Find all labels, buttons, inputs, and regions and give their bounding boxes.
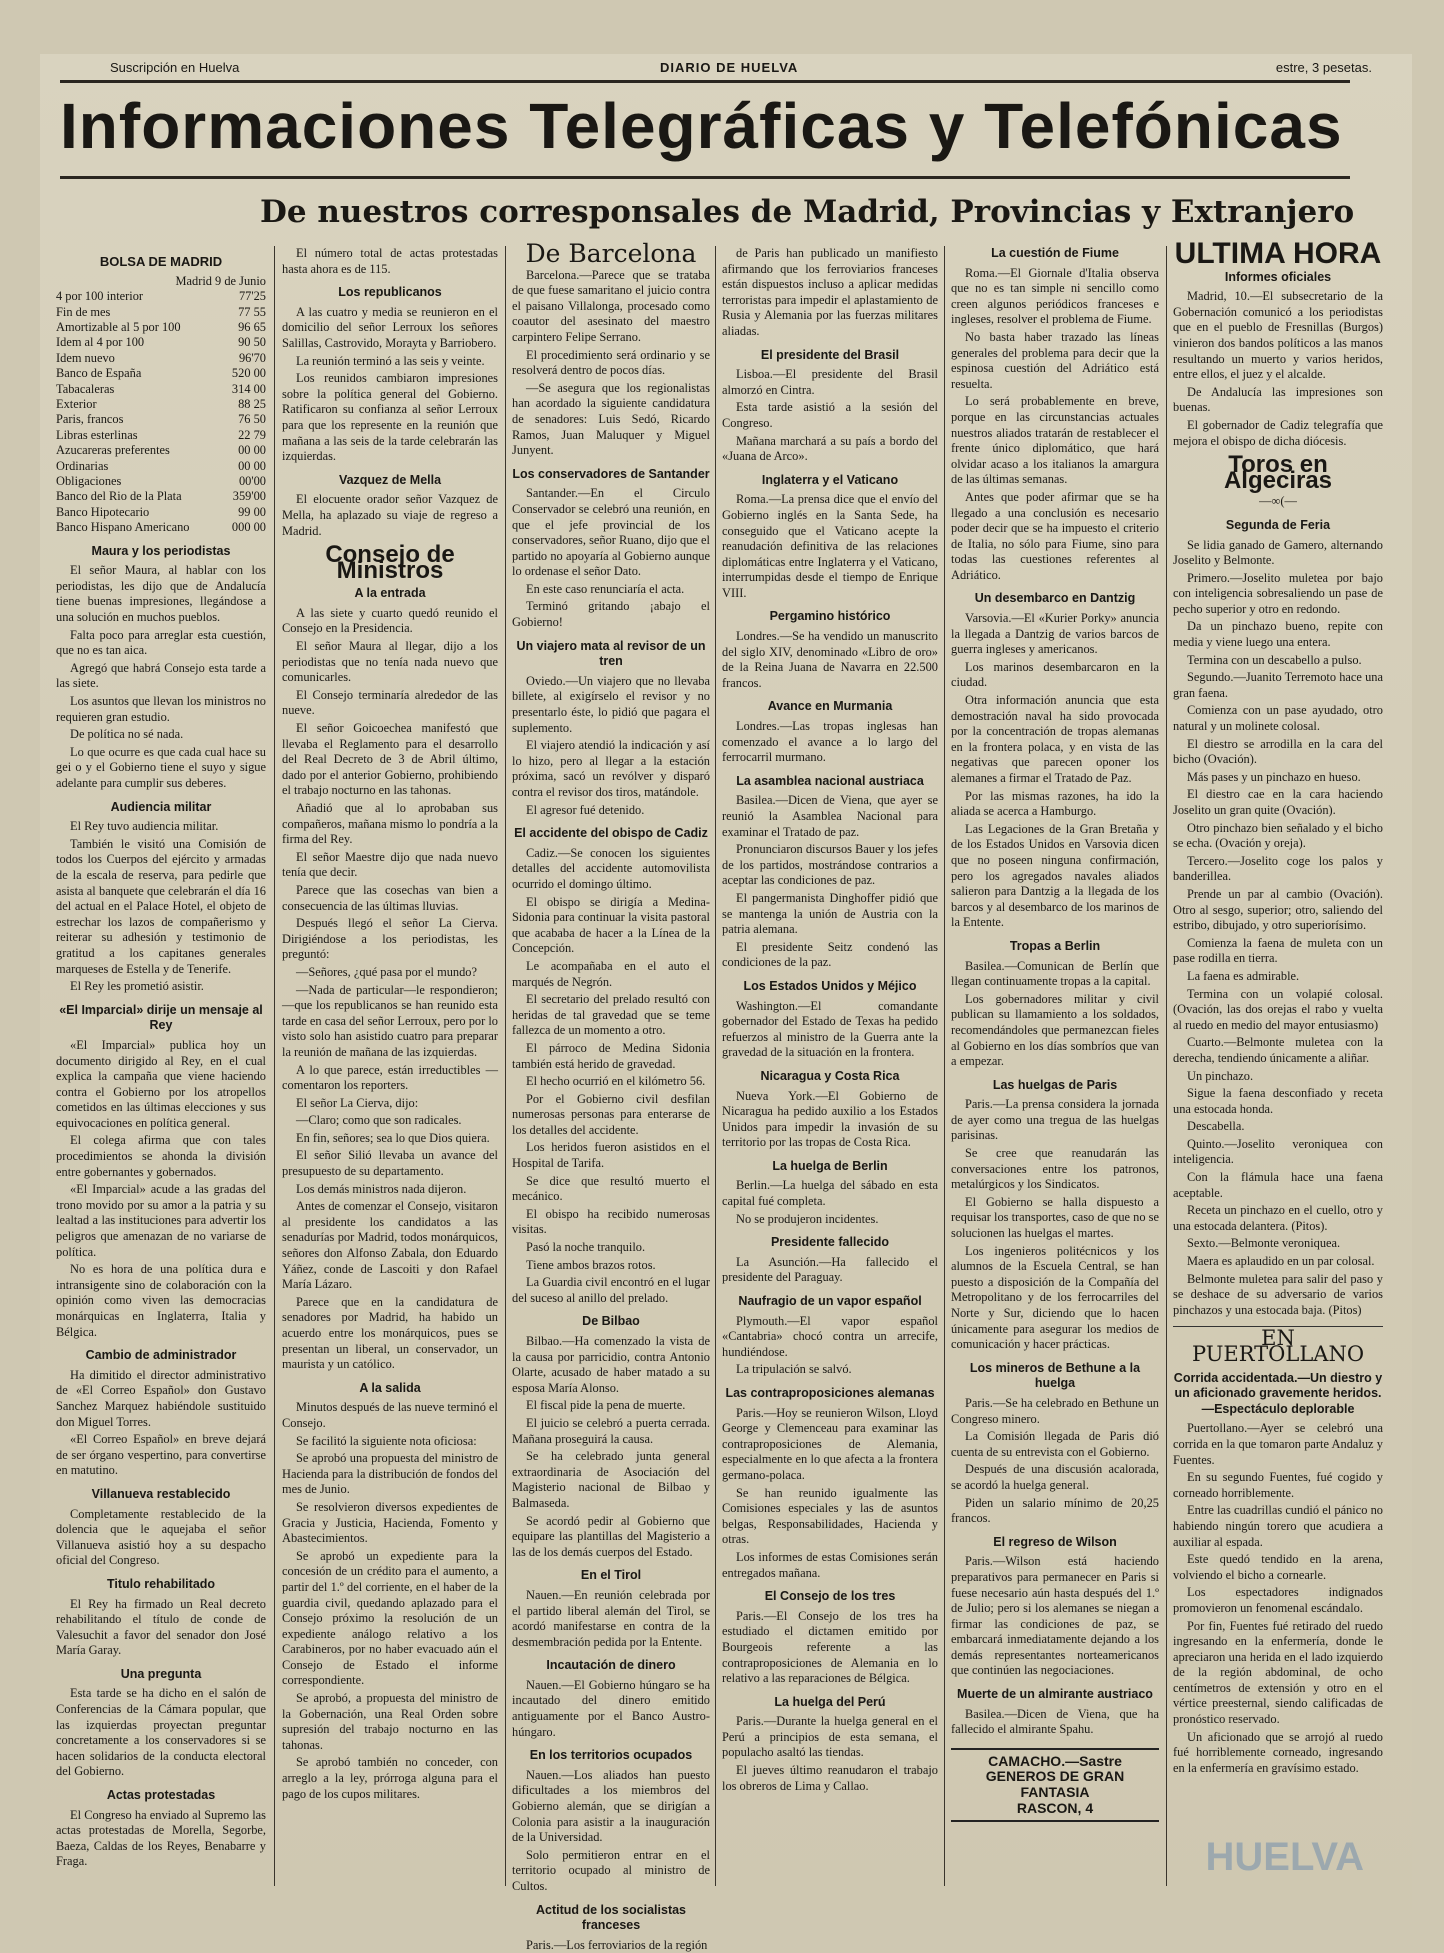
- paragraph: El Gobierno se halla dispuesto a requisar los transportes, caso de que no se solucionen las huelgas el martes.: [951, 1194, 1159, 1241]
- headline: La asamblea nacional austriaca: [736, 773, 924, 788]
- headline: Pergamino histórico: [769, 609, 891, 624]
- paragraph: Cuarto.—Belmonte muletea con la derecha, tendiendo únicamente a aliñar.: [1173, 1035, 1383, 1065]
- paragraph: Los asuntos que llevan los ministros no requieren gran estudio.: [56, 694, 266, 724]
- paragraph: Los espectadores indignados promovieron un fenomenal escándalo.: [1173, 1585, 1383, 1615]
- stock-value: 000 00: [231, 520, 266, 535]
- stock-name: Obligaciones: [56, 474, 122, 489]
- paragraph: Un aficionado que se arrojó al ruedo fué horriblemente corneado, ingresando en la enfermería en gravísimo estado.: [1173, 1729, 1383, 1775]
- paragraph: Plymouth.—El vapor español «Cantabria» chocó contra un arrecife, hundiéndose.: [722, 1313, 938, 1359]
- section-headline: Consejo de Ministros: [325, 541, 455, 584]
- paragraph: El hecho ocurrió en el kilómetro 56.: [526, 1074, 706, 1089]
- ad-line: CAMACHO.—Sastre: [988, 1752, 1122, 1769]
- paragraph: Añadió que al lo aprobaban sus compañeros, mañana mismo lo pondría a la firma del Rey.: [282, 801, 498, 847]
- paragraph: La Asunción.—Ha fallecido el presidente del Paraguay.: [722, 1254, 938, 1285]
- paragraph: Se aprobó una propuesta del ministro de Hacienda para la distribución de fondos del mes de Junio.: [282, 1451, 498, 1497]
- paragraph: Se aprobó también no conceder, con arreglo a la ley, prórroga alguna para el pago de los cupos militares.: [282, 1755, 498, 1801]
- bolsa-date: Madrid 9 de Junio: [175, 273, 266, 288]
- headline: La cuestión de Fiume: [991, 246, 1119, 260]
- paragraph: El diestro se arrodilla en la cara del bicho (Ovación).: [1173, 736, 1383, 767]
- stock-name: Fin de mes: [56, 304, 111, 319]
- paragraph: «El Imparcial» acude a las gradas del trono movido por su amor a la patria y su lealtad a las instituciones para advertir los peligros que amenazan de no variarse de política.: [56, 1182, 266, 1259]
- stock-value: 22 79: [238, 427, 266, 442]
- paragraph: El secretario del prelado resultó con heridas de tal gravedad que se teme fallezca de un momento a otro.: [512, 992, 710, 1038]
- headline: La huelga de Berlin: [772, 1158, 888, 1173]
- column-divider: [715, 246, 716, 1886]
- paragraph: Lisboa.—El presidente del Brasil almorzó en Cintra.: [722, 367, 938, 397]
- paragraph: Los gobernadores militar y civil publican su llamamiento a los soldados, recomendándoles que permanezcan fieles al Gobierno en los días sombríos que van a empezar.: [951, 991, 1159, 1069]
- stock-value: 77'25: [238, 289, 266, 304]
- paragraph: Pronunciaron discursos Bauer y los jefes de los partidos, mostrándose contrarios a aceptar las condiciones de paz.: [722, 842, 938, 888]
- masthead-title: Informaciones Telegráficas y Telefónicas: [60, 90, 1343, 162]
- section-headline: Toros en Algeciras: [1223, 451, 1333, 494]
- paragraph: Maera es aplaudido en un par colosal.: [1187, 1254, 1375, 1269]
- stock-value: 520 00: [231, 366, 266, 381]
- headline: Presidente fallecido: [770, 1235, 890, 1250]
- stock-name: Libras esterlinas: [56, 427, 138, 442]
- paragraph: Nauen.—En reunión celebrada por el partido liberal alemán del Tirol, se acordó manifestarse en contra de la desmembración pedida por la Entente.: [512, 1587, 710, 1649]
- bolsa-table: [56, 289, 266, 536]
- headline: Inglaterra y el Vaticano: [761, 472, 899, 487]
- paragraph: Londres.—Se ha vendido un manuscrito del siglo XIV, denominado «Libro de oro» de la Reina Juana de Navarra en 22.500 francos.: [722, 629, 938, 690]
- paragraph: Otro pinchazo bien señalado y el bicho se echa. (Ovación y oreja).: [1173, 820, 1383, 851]
- newspaper-name: DIARIO DE HUELVA: [660, 60, 799, 75]
- stock-row: [56, 505, 266, 520]
- headline: Segunda de Feria: [1225, 517, 1331, 532]
- column-6: [1173, 237, 1383, 1896]
- column-5: [951, 246, 1159, 1896]
- paragraph: «El Correo Español» en breve dejará de ser órgano vespertino, para convertirse en matutino.: [56, 1432, 266, 1478]
- paragraph: La faena es admirable.: [1187, 968, 1300, 983]
- paragraph: El presidente Seitz condenó las condiciones de la paz.: [722, 939, 938, 970]
- paragraph: El juicio se celebró a puerta cerrada. Mañana proseguirá la causa.: [512, 1415, 710, 1446]
- paragraph: —Se asegura que los regionalistas han acordado la siguiente candidatura de senadores: Luis Sedó, Ricardo Ramos, Juan Maluquer y Miguel Junyent.: [512, 380, 710, 458]
- stock-name: 4 por 100 interior: [56, 289, 144, 304]
- paragraph: El señor Goicoechea manifestó que llevaba el Reglamento para el desarrollo del Real Decreto de 3 de Abril último, dado por el anterior Gobierno, prohibiendo el trabajo nocturno en las tahonas.: [282, 721, 498, 798]
- paragraph: El jueves último reanudaron el trabajo los obreros de Lima y Callao.: [722, 1763, 938, 1793]
- headline: Los republicanos: [338, 285, 442, 300]
- column-divider: [944, 246, 945, 1886]
- column-4: [722, 246, 938, 1896]
- paragraph: A las siete y cuarto quedó reunido el Consejo en la Presidencia.: [282, 605, 498, 636]
- stock-row: [56, 412, 266, 427]
- paragraph: Antes que poder afirmar que se ha llegado a una conclusión es necesario poder decir que se ha impuesto el criterio de Italia, no sólo para Fiume, sino para todas las cuestiones referentes al Adriático.: [951, 489, 1159, 582]
- paragraph: Un pinchazo.: [1187, 1068, 1254, 1083]
- paragraph: Primero.—Joselito muletea por bajo con inteligencia sobresaliendo un pase de pecho superior y otro en redondo.: [1173, 570, 1383, 616]
- paragraph: El viajero atendió la indicación y así lo hizo, pero al llegar a la estación próxima, sacó un revólver y disparó contra el revisor dos tiros, matándole.: [512, 738, 710, 799]
- paragraph: Paris.—Hoy se reunieron Wilson, Lloyd George y Clemenceau para examinar las contraproposiciones de Alemania, especialmente en lo que afecta a la frontera germano-polaca.: [722, 1405, 938, 1482]
- paragraph: El colega afirma que con tales procedimientos se ahonda la división entre gobernantes y gobernados.: [56, 1133, 266, 1179]
- headline: «El Imparcial» dirije un mensaje al Rey: [59, 1002, 263, 1033]
- stock-name: Ordinarias: [56, 458, 109, 473]
- stock-name: Tabacaleras: [56, 381, 115, 396]
- stock-name: Banco Hispano Americano: [56, 520, 190, 535]
- paragraph: Se resolvieron diversos expedientes de Gracia y Justicia, Hacienda, Fomento y Abastecimientos.: [282, 1499, 498, 1546]
- paragraph: Basilea.—Dicen de Viena, que ayer se reunió la Asamblea Nacional para examinar el Tratado de paz.: [722, 793, 938, 839]
- paragraph: Por el Gobierno civil desfilan numerosas personas para enterarse de los detalles del accidente.: [512, 1091, 710, 1137]
- paragraph: Puertollano.—Ayer se celebró una corrida en la que tomaron parte Andaluz y Fuentes.: [1173, 1421, 1383, 1467]
- column-divider: [1166, 246, 1167, 1886]
- section-headline: EN PUERTOLLANO: [1173, 1326, 1383, 1362]
- paragraph: El pangermanista Dinghoffer pidió que se mantenga la unión de Austria con la patria alemana.: [722, 890, 938, 937]
- section-subtitle: De nuestros corresponsales de Madrid, Provincias y Extranjero: [260, 194, 1355, 230]
- paragraph: Mañana marchará a su país a bordo del «Juana de Arco».: [722, 433, 938, 464]
- stock-name: Banco de España: [56, 366, 142, 381]
- paragraph: —Claro; como que son radicales.: [296, 1113, 462, 1128]
- stock-value: 96'70: [238, 350, 266, 365]
- paragraph: Madrid, 10.—El subsecretario de la Gobernación comunicó a los periodistas que en el pueblo de Fresnillas (Burgos) vinieron dos bandos políticos a las manos resultando un muerto y varios heridos, entre ellos, el juez y el alcalde.: [1173, 289, 1383, 382]
- headline: Un desembarco en Dantzig: [974, 591, 1136, 606]
- headline: A la entrada: [354, 586, 426, 601]
- paragraph: No es hora de una política dura e intransigente sino de colaboración con la opinión como viven las democracias monárquicas en Inglaterra, Italia y Bélgica.: [56, 1262, 266, 1339]
- paragraph: Las Legaciones de la Gran Bretaña y de los Estados Unidos en Varsovia dicen que no poseen ninguna confirmación, pero los agregados navales aliados salieron para Dantzig a la llegada de los barcos y al desembarco de los marinos de la Entente.: [951, 821, 1159, 930]
- stock-row: [56, 289, 266, 304]
- paragraph: El Consejo terminaría alrededor de las nueve.: [282, 687, 498, 718]
- paragraph: Tiene ambos brazos rotos.: [526, 1257, 656, 1272]
- stock-row: [56, 489, 266, 504]
- paragraph: Santander.—En el Circulo Conservador se celebró una reunión, en que el jefe provincial de los conservadores, señor Ruano, dijo que el partido no apoyaría al Gobierno aunque lo ordenase el señor Dato.: [512, 486, 710, 579]
- paragraph: Parece que en la candidatura de senadores por Madrid, ha habido un acuerdo entre los monárquicos, pues se presentan un liberal, un conservador, un maurista y un católico.: [282, 1294, 498, 1372]
- stock-name: Banco del Rio de la Plata: [56, 489, 182, 504]
- paragraph: El señor Maestre dijo que nada nuevo tenía que decir.: [282, 849, 498, 880]
- stock-row: [56, 428, 266, 443]
- stock-value: 00 00: [238, 443, 266, 458]
- headline: En los territorios ocupados: [529, 1748, 693, 1763]
- paragraph: Los reunidos cambiaron impresiones sobre la política general del Gobierno. Ratificaron su confianza al señor Lerroux para que los represente en la reunión que mañana a las seis de la tarde celebrarán las izquierdas.: [282, 371, 498, 464]
- paragraph: Parece que las cosechas van bien a consecuencia de las últimas lluvias.: [282, 882, 498, 913]
- paragraph: de Paris han publicado un manifiesto afirmando que los ferroviarios franceses están dispuestos incluso a aplicar medidas terroristas para impedir el aplastamiento de Rusia y Alemania por las fuerzas militares aliadas.: [722, 246, 938, 338]
- paragraph: Esta tarde se ha dicho en el salón de Conferencias de la Cámara popular, que las izquierdas proyectan preguntar concretamente a los conservadores si se hacen solidarios de la conducta electoral del Gobierno.: [56, 1686, 266, 1779]
- paragraph: Quinto.—Joselito veroniquea con inteligencia.: [1173, 1136, 1383, 1167]
- paragraph: Cadiz.—Se conocen los siguientes detalles del accidente automovilista ocurrido el domingo último.: [512, 845, 710, 891]
- paragraph: Comienza con un pase ayudado, otro natural y un molinete colosal.: [1173, 703, 1383, 734]
- stock-value: 359'00: [232, 489, 266, 504]
- masthead-rule: [60, 176, 1350, 179]
- paragraph: El señor Maura, al hablar con los periodistas, les dijo que de Andalucía tiene buenas impresiones, llegándose a una solución en muchos pueblos.: [56, 563, 266, 625]
- paragraph: Segundo.—Juanito Terremoto hace una gran faena.: [1173, 670, 1383, 700]
- stock-name: Azucareras preferentes: [56, 443, 170, 458]
- paragraph: De Andalucía las impresiones son buenas.: [1173, 384, 1383, 415]
- paragraph: Los informes de estas Comisiones serán entregados mañana.: [722, 1549, 938, 1580]
- paragraph: Le acompañaba en el auto el marqués de Negrón.: [512, 958, 710, 989]
- paragraph: Por fin, Fuentes fué retirado del ruedo ingresando en la enfermería, donde le apreciaron una herida en el lado izquierdo de la región abdominal, de ocho centímetros de extensión y otro en el vértice preesternal, siendo calificadas de pronóstico reservado.: [1173, 1618, 1383, 1727]
- stock-value: 90 50: [238, 335, 266, 350]
- paragraph: El número total de actas protestadas hasta ahora es de 115.: [282, 246, 498, 276]
- headline: Maura y los periodistas: [91, 543, 231, 558]
- stock-value: 314 00: [231, 381, 266, 396]
- paragraph: —Señores, ¿qué pasa por el mundo?: [296, 964, 477, 979]
- paragraph: En fin, señores; sea lo que Dios quiera.: [296, 1130, 490, 1145]
- stock-row: [56, 443, 266, 458]
- headline: Incautación de dinero: [546, 1658, 676, 1673]
- top-rule: [60, 80, 1350, 83]
- stock-row: [56, 320, 266, 335]
- paragraph: Se facilitó la siguiente nota oficiosa:: [296, 1433, 477, 1448]
- paragraph: Belmonte muletea para salir del paso y se deshace de su adversario de varios pinchazos y una estocada baja. (Pitos): [1173, 1271, 1383, 1317]
- stock-value: 96 65: [238, 320, 266, 334]
- paragraph: El obispo ha recibido numerosas visitas.: [512, 1206, 710, 1237]
- paragraph: Por las mismas razones, ha ido la aliada se acerca a Hamburgo.: [951, 788, 1159, 819]
- headline: Actas protestadas: [106, 1788, 216, 1803]
- price-note: estre, 3 pesetas.: [1275, 60, 1372, 75]
- stock-value: 77 55: [238, 304, 266, 319]
- paragraph: Se dice que resultó muerto el mecánico.: [512, 1173, 710, 1204]
- paragraph: Lo será probablemente en breve, porque en las circunstancias actuales nuestros aliados tratarán de restablecer el frente único diplomático, que hará olvidar acaso a los italianos la amargura de las últimas semanas.: [951, 394, 1159, 487]
- paragraph: Nauen.—El Gobierno húngaro se ha incautado del dinero emitido antiguamente por el Banco Austro-húngaro.: [512, 1677, 710, 1739]
- headline: Vazquez de Mella: [338, 472, 442, 487]
- paragraph: Ha dimitido el director administrativo de «El Correo Español» don Gustavo Sanchez Marquez habiéndole sustituido don Miguel Torres.: [56, 1367, 266, 1429]
- paragraph: Antes de comenzar el Consejo, visitaron al presidente los candidatos a las senadurías por Madrid, todos monárquicos, señores don Alfonso Zabala, don Eduardo Yáñez, conde de Lascoiti y don Rafael María Lázaro.: [282, 1199, 498, 1292]
- paragraph: Falta poco para arreglar esta cuestión, que no es tan aica.: [56, 627, 266, 658]
- paragraph: El fiscal pide la pena de muerte.: [526, 1398, 686, 1413]
- headline: El accidente del obispo de Cadiz: [514, 826, 708, 841]
- column-divider: [505, 246, 506, 1886]
- paragraph: El obispo se dirigía a Medina-Sidonia para continuar la visita pastoral que acababa de hacer a la Línea de la Concepción.: [512, 894, 710, 956]
- paragraph: Después de una discusión acalorada, se acordó la huelga general.: [951, 1462, 1159, 1492]
- paragraph: En su segundo Fuentes, fué cogido y corneado horriblemente.: [1173, 1470, 1383, 1500]
- headline: Los conservadores de Santander: [512, 466, 710, 481]
- paragraph: Más pases y un pinchazo en hueso.: [1187, 769, 1361, 784]
- ad-line: RASCON, 4: [1016, 1799, 1094, 1816]
- subscription-note: Suscripción en Huelva: [110, 60, 240, 75]
- stock-row: [56, 305, 266, 320]
- paragraph: El Rey ha firmado un Real decreto rehabilitando el título de conde de Valesuchit a favor del senador don José María Garay.: [56, 1596, 266, 1658]
- stock-name: Idem nuevo: [56, 350, 115, 365]
- column-3: [512, 239, 710, 1952]
- paragraph: El diestro cae en la cara haciendo Joselito un gran quite (Ovación).: [1173, 787, 1383, 817]
- paragraph: La tripulación se salvó.: [736, 1362, 852, 1377]
- paragraph: Pasó la noche tranquilo.: [526, 1240, 646, 1255]
- paragraph: Lo que ocurre es que cada cual hace su gei o y el Gobierno tiene el suyo y sigue adelante para cumplir sus deberes.: [56, 744, 266, 790]
- headline: Las contraproposiciones alemanas: [725, 1386, 935, 1400]
- headline: De Bilbao: [582, 1314, 640, 1329]
- paragraph: Roma.—La prensa dice que el envío del Gobierno inglés en la Santa Sede, ha conseguido que el Vaticano acepte la reanudación definitiva de las relaciones diplomáticas entre Inglaterra y el Vaticano, interrumpidas desde el tiempo de Enrique VIII.: [722, 492, 938, 600]
- paragraph: El procedimiento será ordinario y se resolverá dentro de pocos días.: [512, 347, 710, 378]
- paragraph: Después llegó el señor La Cierva. Dirigiéndose a los periodistas, les preguntó:: [282, 916, 498, 962]
- stock-row: [56, 474, 266, 489]
- stock-row: [56, 351, 266, 366]
- paragraph: Prende un par al cambio (Ovación). Otro al sesgo, superior; otro, saliendo del estribo, dibujado, y otro superiorísimo.: [1173, 886, 1383, 933]
- paragraph: Los ingenieros politécnicos y los alumnos de la Escuela Central, se han puesto a disposición de la Compañía del Metropolitano y de los ferrocarriles del Norte y Sur, diciendo que lo hacen únicamente para asegurar los medios de comunicación y hacer prácticas.: [951, 1243, 1159, 1352]
- stock-name: Exterior: [56, 397, 97, 412]
- paragraph: El Rey tuvo audiencia militar.: [70, 819, 219, 834]
- paragraph: Comienza la faena de muleta con un pase rodilla en tierra.: [1173, 935, 1383, 966]
- paragraph: Roma.—El Giornale d'Italia observa que no es tan simple ni sencillo como creen algunos periódicos franceses e ingleses, resolver el problema de Fiume.: [951, 265, 1159, 327]
- paragraph: Berlin.—La huelga del sábado en esta capital fué completa.: [722, 1178, 938, 1209]
- paragraph: El señor La Cierva, dijo:: [296, 1095, 419, 1110]
- headline: Los Estados Unidos y Méjico: [743, 978, 917, 993]
- paragraph: Paris.—Se ha celebrado en Bethune un Congreso minero.: [951, 1395, 1159, 1426]
- stock-name: Amortizable al 5 por 100: [56, 320, 181, 334]
- paragraph: Entre las cuadrillas cundió el pánico no habiendo ningún torero que acudiera a auxiliar al espada.: [1173, 1503, 1383, 1549]
- paragraph: Los marinos desembarcaron en la ciudad.: [951, 659, 1159, 690]
- paragraph: No se produjeron incidentes.: [736, 1211, 879, 1226]
- paragraph: Receta un pinchazo en el cuello, otro y una estocada delantera. (Pitos).: [1173, 1203, 1383, 1233]
- paragraph: Basilea.—Comunican de Berlín que llegan continuamente tropas a la capital.: [951, 958, 1159, 989]
- paragraph: Piden un salario mínimo de 20,25 francos.: [951, 1495, 1159, 1526]
- paragraph: Basilea.—Dicen de Viena, que ha fallecido el almirante Spahu.: [951, 1706, 1159, 1737]
- ornament: —∞(—: [1259, 494, 1297, 509]
- paragraph: El párroco de Medina Sidonia también está herido de gravedad.: [512, 1040, 710, 1071]
- paragraph: El señor Silió llevaba un avance del presupuesto de su departamento.: [282, 1148, 498, 1179]
- section-headline: De Barcelona: [525, 239, 697, 268]
- stock-value: 76 50: [238, 412, 266, 427]
- paragraph: Agregó que habrá Consejo esta tarde a las siete.: [56, 660, 266, 691]
- paragraph: Con la flámula hace una faena aceptable.: [1173, 1170, 1383, 1200]
- headline: Nicaragua y Costa Rica: [760, 1068, 900, 1083]
- paragraph: Descabella.: [1187, 1119, 1245, 1134]
- headline: Corrida accidentada.—Un diestro y un aficionado gravemente heridos.—Espectáculo deplorable: [1173, 1370, 1383, 1416]
- archive-watermark: HUELVA: [1205, 1835, 1364, 1879]
- headline: Naufragio de un vapor español: [738, 1294, 922, 1309]
- paragraph: Barcelona.—Parece que se trataba de que fuese samaritano el juicio contra el paisano Villalonga, procesado como coautor del asesinato del maestro carpintero Felipe Serrano.: [512, 267, 710, 344]
- paragraph: Bilbao.—Ha comenzado la vista de la causa por parricidio, contra Antonio Olarte, acusado de haber matado a su esposa María Alonso.: [512, 1334, 710, 1395]
- paragraph: Paris.—El Consejo de los tres ha estudiado el dictamen emitido por Bourgeois referente a las contraproposiciones de Alemania en lo relativo a las reparaciones de Bélgica.: [722, 1608, 938, 1686]
- paragraph: Se aprobó, a propuesta del ministro de la Gobernación, una Real Orden sobre supresión del trabajo nocturno en las tahonas.: [282, 1691, 498, 1752]
- paragraph: Se acordó pedir al Gobierno que equipare las plantillas del Magisterio a las de los demás cuerpos del Estado.: [512, 1513, 710, 1559]
- stock-row: [56, 397, 266, 412]
- paragraph: Sexto.—Belmonte veroniquea.: [1187, 1236, 1341, 1251]
- bolsa-title: BOLSA DE MADRID: [99, 254, 223, 269]
- paragraph: Paris.—Wilson está haciendo preparativos para permanecer en Paris si fuese necesario aún hasta después del 1.º de Julio; pero si los alemanes se niegan a firmar las condiciones de paz, se embarcará inmediatamente dejando a los demás representantes norteamericanos que continúen las negociaciones.: [951, 1554, 1159, 1678]
- paragraph: Londres.—Las tropas inglesas han comenzado el avance a lo largo del ferrocarril murmano.: [722, 719, 938, 765]
- paragraph: —Nada de particular—le respondieron;—que los republicanos se han reunido esta tarde en casa del señor Lerroux, pero por lo visto solo han asistido cuatro para preparar la reunión de mañana de las izquierdas.: [282, 982, 498, 1059]
- paragraph: El elocuente orador señor Vazquez de Mella, ha aplazado su viaje de regreso a Madrid.: [282, 492, 498, 538]
- headline: Una pregunta: [120, 1666, 202, 1681]
- paragraph: El señor Maura al llegar, dijo a los periodistas que no tenía nada nuevo que comunicarles.: [282, 639, 498, 685]
- stock-value: 00'00: [238, 474, 266, 489]
- advertisement: [951, 1748, 1159, 1822]
- paragraph: Termina con un volapié colosal. (Ovación, las dos orejas el rabo y vuelta al ruedo en medio del mayor entusiasmo): [1173, 986, 1383, 1032]
- column-divider: [274, 246, 275, 1886]
- paragraph: Los heridos fueron asistidos en el Hospital de Tarifa.: [512, 1140, 710, 1171]
- stock-name: Banco Hipotecario: [56, 504, 150, 519]
- stock-row: [56, 382, 266, 397]
- paragraph: El Rey les prometió asistir.: [70, 979, 204, 994]
- paragraph: Sigue la faena desconfiado y receta una estocada honda.: [1173, 1086, 1383, 1116]
- stock-name: Idem al 4 por 100: [56, 335, 145, 350]
- section-headline: ULTIMA HORA: [1174, 237, 1382, 270]
- paragraph: Nueva York.—El Gobierno de Nicaragua ha pedido auxilio a los Estados Unidos para impedir la invasión de su territorio por las tropas de Costa Rica.: [722, 1088, 938, 1150]
- stock-row: [56, 335, 266, 350]
- paragraph: Paris.—Durante la huelga general en el Perú a principios de esta semana, el populacho asaltó las tiendas.: [722, 1714, 938, 1760]
- paragraph: Solo permitieron entrar en el territorio ocupado al ministro de Cultos.: [512, 1847, 710, 1893]
- paragraph: Esta tarde asistió a la sesión del Congreso.: [722, 400, 938, 430]
- headline: Titulo rehabilitado: [106, 1576, 216, 1591]
- paragraph: Termina con un descabello a pulso.: [1187, 652, 1362, 667]
- headline: El presidente del Brasil: [760, 347, 900, 362]
- paragraph: Terminó gritando ¡abajo el Gobierno!: [512, 599, 710, 630]
- headline: Actitud de los socialistas franceses: [535, 1902, 687, 1933]
- column-2: [282, 246, 498, 1896]
- paragraph: Completamente restablecido de la dolencia que le aquejaba el señor Villanueva asistió hoy a su despacho oficial del Congreso.: [56, 1506, 266, 1568]
- paragraph: No basta haber trazado las líneas generales del problema para decir que la espinosa cuestión del Adriático está resuelta.: [951, 329, 1159, 391]
- stock-row: [56, 459, 266, 474]
- paragraph: Paris.—La prensa considera la jornada de ayer como una tregua de las huelgas parisinas.: [951, 1097, 1159, 1143]
- headline: El Consejo de los tres: [764, 1589, 896, 1604]
- paragraph: A las cuatro y media se reunieron en el domicilio del señor Lerroux los señores Salillas, Castrovido, Morayta y Barriobero.: [282, 304, 498, 350]
- paragraph: Da un pinchazo bueno, repite con media y viene luego una entera.: [1173, 619, 1383, 650]
- stock-value: 88 25: [238, 397, 266, 412]
- stock-value: 99 00: [238, 504, 266, 519]
- paragraph: Nauen.—Los aliados han puesto dificultades a los miembros del Gobierno alemán, que se dirigían a Colonia para asistir a la inauguración de la Universidad.: [512, 1767, 710, 1845]
- headline: Los mineros de Bethune a la huelga: [969, 1360, 1141, 1391]
- headline: La huelga del Perú: [774, 1694, 886, 1709]
- paragraph: Se ha celebrado junta general extraordinaria de Asociación del Magisterio nacional de Bilbao y Balmaseda.: [512, 1449, 710, 1510]
- paragraph: Tercero.—Joselito coge los palos y banderillea.: [1173, 853, 1383, 884]
- paragraph: También le visitó una Comisión de todos los Cuerpos del ejército y armadas de la escala de reserva, para pedirle que asista al banquete que celebrarán el día 16 del actual en el Palace Hotel, el objeto de estrechar los lazos de compañerismo y reiterar su adhesión y testimonio de gratitud a los capitanes generales marqueses de Estella y de Tenerife.: [56, 836, 266, 976]
- paragraph: Se han reunido igualmente las Comisiones especiales y las de asuntos belgas, Responsabilidades, Hacienda y otras.: [722, 1485, 938, 1547]
- paragraph: Se aprobó un expediente para la concesión de un crédito para el aumento, a partir del 1.º del corriente, en el haber de la guardia civil, quedando aplazado para el Consejo próximo la resolución de un expediente análogo relativo a los Carabineros, por no haber evacuado aún el Consejo de Estado el informe correspondiente.: [282, 1548, 498, 1688]
- paragraph: Oviedo.—Un viajero que no llevaba billete, al exigírselo el revisor y no presentarlo éste, lo pidió que pagara el suplemento.: [512, 673, 710, 735]
- paragraph: A lo que parece, están irreductibles —comentaron los reporters.: [282, 1062, 498, 1093]
- paragraph: El gobernador de Cadiz telegrafía que mejora el obispo de dicha diócesis.: [1173, 417, 1383, 448]
- paragraph: El agresor fué detenido.: [526, 802, 645, 817]
- paragraph: Se lidia ganado de Gamero, alternando Joselito y Belmonte.: [1173, 537, 1383, 568]
- headline: El regreso de Wilson: [993, 1534, 1117, 1549]
- paragraph: La Comisión llegada de Paris dió cuenta de su entrevista con el Gobierno.: [951, 1429, 1159, 1459]
- paragraph: La reunión terminó a las seis y veinte.: [296, 353, 485, 368]
- headline: Avance en Murmania: [767, 699, 893, 714]
- headline: Informes oficiales: [1224, 269, 1332, 284]
- headline: Un viajero mata al revisor de un tren: [516, 638, 706, 669]
- paragraph: Paris.—Los ferroviarios de la región: [526, 1937, 708, 1952]
- paragraph: Minutos después de las nueve terminó el Consejo.: [282, 1400, 498, 1430]
- headline: A la salida: [359, 1380, 421, 1395]
- stock-name: Paris, francos: [56, 412, 124, 427]
- headline: Cambio de administrador: [85, 1348, 237, 1363]
- ad-line: GENEROS DE GRAN FANTASIA: [985, 1768, 1125, 1801]
- headline: En el Tirol: [580, 1568, 642, 1583]
- stock-row: [56, 366, 266, 381]
- headline: Las huelgas de Paris: [992, 1077, 1118, 1092]
- running-header: [40, 54, 1412, 82]
- stock-value: 00 00: [238, 458, 266, 473]
- paragraph: El Congreso ha enviado al Supremo las actas protestadas de Morella, Segorbe, Baeza, Caldas de los Reyes, Benabarre y Fraga.: [56, 1807, 266, 1869]
- headline: Audiencia militar: [110, 799, 212, 814]
- column-1: [56, 246, 266, 1896]
- headline: Tropas a Berlin: [1009, 938, 1101, 953]
- paragraph: De política no sé nada.: [70, 727, 184, 742]
- paragraph: Este quedó tendido en la arena, volviendo el bicho a cornearle.: [1173, 1552, 1383, 1582]
- headline: Muerte de un almirante austriaco: [957, 1687, 1153, 1702]
- paragraph: Varsovia.—El «Kurier Porky» anuncia la llegada a Dantzig de varios barcos de guerra ingleses y americanos.: [951, 611, 1159, 657]
- paragraph: Los demás ministros nada dijeron.: [296, 1181, 467, 1196]
- paragraph: «El Imparcial» publica hoy un documento dirigido al Rey, en el cual explica la campaña que viene haciendo contra el Gobierno por los atropellos cometidos en las últimas elecciones y sus equivocaciones en política general.: [56, 1037, 266, 1130]
- paragraph: La Guardia civil encontró en el lugar del suceso al anillo del prelado.: [512, 1275, 710, 1305]
- headline: Villanueva restablecido: [91, 1486, 231, 1501]
- stock-row: [56, 520, 266, 535]
- paragraph: En este caso renunciaría el acta.: [526, 581, 685, 596]
- paragraph: Washington.—El comandante gobernador del Estado de Texas ha pedido refuerzos al ministro de la Guerra ante la gravedad de la situación en la frontera.: [722, 998, 938, 1060]
- paragraph: Otra información anuncia que esta demostración naval ha sido provocada por la concentración de tropas alemanas en la frontera polaca, y en vista de las negativas que parecen oponer los alemanes a firmar el Tratado de Paz.: [951, 693, 1159, 785]
- paragraph: Se cree que reanudarán las conversaciones entre los patronos, metalúrgicos y los Sindicatos.: [951, 1146, 1159, 1192]
